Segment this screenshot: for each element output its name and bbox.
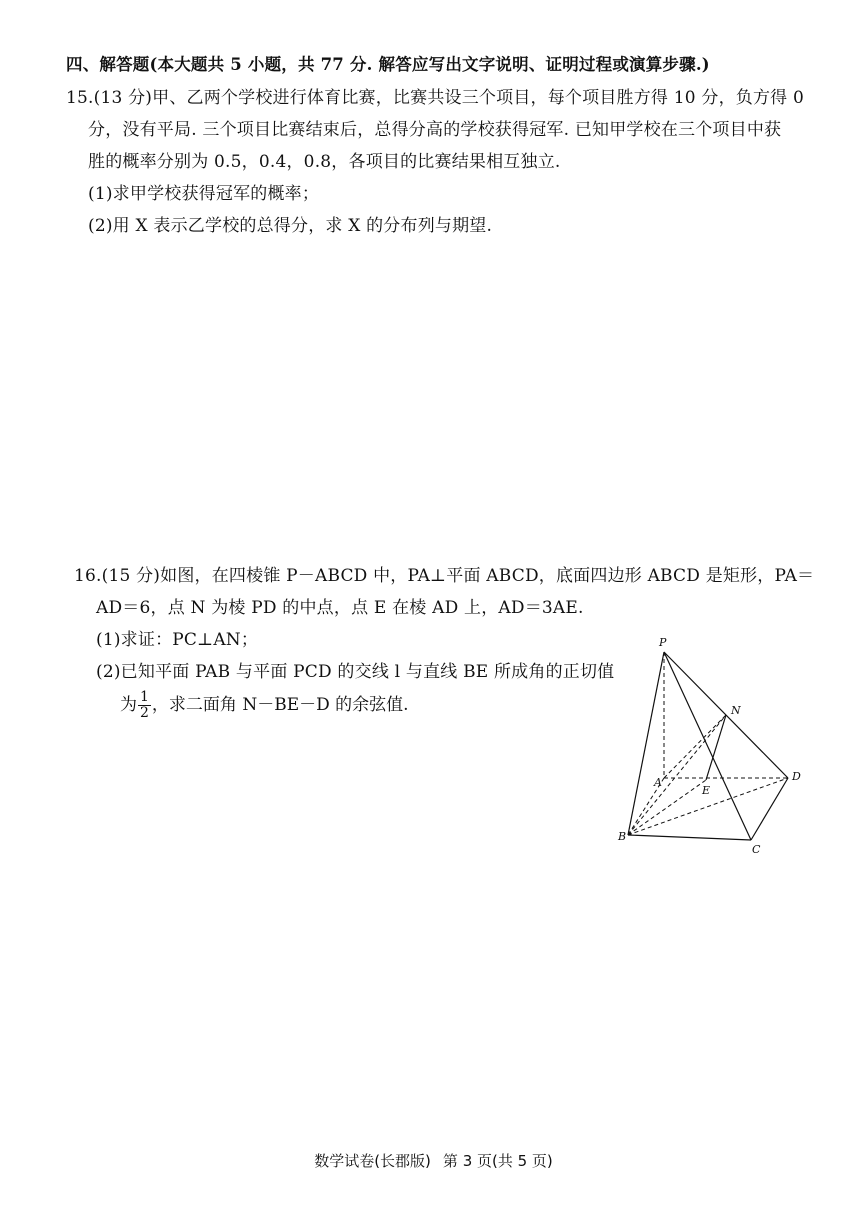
- fraction-denominator: 2: [140, 705, 149, 721]
- edge-CD: [751, 778, 788, 840]
- q16-part1: (1)求证：PC⊥AN；: [96, 630, 259, 650]
- footer-subject: 数学试卷(长郡版): [314, 1152, 431, 1170]
- pyramid-hidden-edges: [628, 652, 788, 835]
- fraction-one-half: [138, 690, 151, 721]
- q16-part2-suffix: ，求二面角 N－BE－D 的余弦值.: [151, 695, 409, 715]
- edge-BC: [628, 835, 751, 840]
- pyramid-solid-edges: [628, 652, 788, 840]
- q16-part2-prefix: 为: [120, 695, 137, 715]
- vertex-label-A: A: [654, 776, 662, 789]
- section-title: 四、解答题: [66, 55, 150, 74]
- segment-BE: [628, 780, 706, 835]
- pyramid-figure: [606, 630, 816, 860]
- page-footer: [0, 1150, 867, 1171]
- q16-line1: 16.(15 分)如图，在四棱锥 P－ABCD 中，PA⊥平面 ABCD，底面四边形 ABCD 是矩形，PA＝: [74, 566, 815, 586]
- section-heading: [66, 53, 710, 77]
- q15-part2: (2)用 X 表示乙学校的总得分，求 X 的分布列与期望.: [88, 216, 493, 236]
- q16-part2: (2)已知平面 PAB 与平面 PCD 的交线 l 与直线 BE 所成角的正切值: [96, 662, 615, 682]
- q15-part1: (1)求甲学校获得冠军的概率；: [88, 184, 320, 204]
- vertex-label-P: P: [659, 636, 667, 649]
- q15-line3: 胜的概率分别为 0.5，0.4，0.8，各项目的比赛结果相互独立.: [88, 152, 561, 172]
- footer-page-number: 第 3 页(共 5 页): [442, 1152, 553, 1170]
- vertex-label-N: N: [731, 704, 741, 717]
- q15-line2: 分，没有平局. 三个项目比赛结束后，总得分高的学校获得冠军. 已知甲学校在三个项目中获: [88, 120, 782, 140]
- edge-PB: [628, 652, 664, 835]
- q16-line2: AD＝6，点 N 为棱 PD 的中点，点 E 在棱 AD 上，AD＝3AE.: [96, 598, 584, 618]
- segment-NE: [706, 715, 726, 780]
- vertex-label-D: D: [792, 770, 801, 783]
- section-note: (本大题共 5 小题，共 77 分. 解答应写出文字说明、证明过程或演算步骤.): [149, 55, 710, 74]
- vertex-label-C: C: [752, 843, 761, 856]
- q16-part2-continued: [120, 690, 409, 721]
- vertex-label-E: E: [702, 784, 711, 797]
- fraction-numerator: 1: [140, 689, 149, 705]
- segment-BN: [628, 715, 726, 835]
- q15-line1: 15.(13 分)甲、乙两个学校进行体育比赛，比赛共设三个项目，每个项目胜方得 10 分，负方得 0: [66, 88, 804, 108]
- edge-PC: [664, 652, 751, 840]
- vertex-label-B: B: [618, 830, 627, 843]
